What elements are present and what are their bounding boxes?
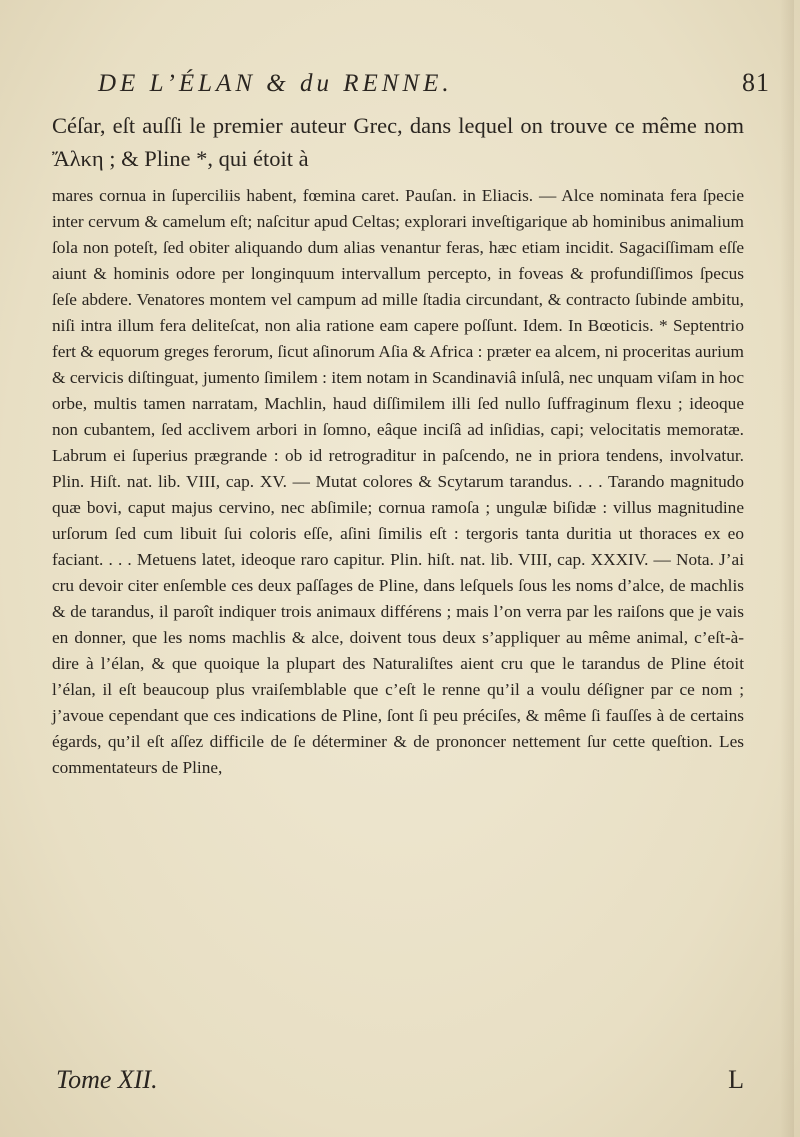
main-text: Céſar, eſt auſſi le premier auteur Grec, dans lequel on trouve ce même nom Ἄλκη ; & Pline *, qui étoit à xyxy=(52,113,744,171)
signature-mark: L xyxy=(728,1065,744,1094)
running-title: DE L’ÉLAN & du RENNE. xyxy=(98,70,453,97)
page-body xyxy=(52,110,744,781)
footnote-text: mares cornua in ſuperciliis habent, fœmina caret. Pauſan. in Eliacis. — Alce nominata fera ſpecie inter cervum & camelum eſt; naſcitur apud Celtas; explorari inveſtigarique ab hominibus animalium ſola non poteſt, ſed obiter aliquando dum alias venantur feras, hæc etiam incidit. Sagaciſſimam eſſe aiunt & hominis odore per longinquum intervallum percepto, in foveas & profundiſſimos ſpecus ſeſe abdere. Venatores montem vel campum ad mille ſtadia circundant, & contracto ſubinde ambitu, niſi intra illum fera deliteſcat, non alia ratione eam capere poſſunt. Idem. In Bœoticis. * Septentrio fert & equorum greges ferorum, ſicut aſinorum Aſia & Africa : præter ea alcem, ni proceritas aurium & cervicis diſtinguat, jumento ſimilem : item notam in Scandinaviâ inſulâ, nec unquam viſam in hoc orbe, multis tamen narratam, Machlin, haud diſſimilem illi ſed nullo ſuffraginum flexu ; ideoque non cubantem, ſed acclivem arbori in ſomno, eâque inciſâ ad inſidias, capi; velocitatis memoratæ. Labrum ei ſuperius prægrande : ob id retrograditur in paſcendo, ne in priora tendens, involvatur. Plin. Hiſt. nat. lib. VIII, cap. XV. — Mutat colores & Scytarum tarandus. . . . Tarando magnitudo quæ bovi, caput majus cervino, nec abſimile; cornua ramoſa ; ungulæ biſidæ : villus magnitudine urſorum ſed cum libuit ſui coloris eſſe, aſini ſimilis eſt : tergoris tanta duritia ut thoraces ex eo faciant. . . . Metuens latet, ideoque raro capitur. Plin. hiſt. nat. lib. VIII, cap. XXXIV. — Nota. J’ai cru devoir citer enſemble ces deux paſſages de Pline, dans leſquels ſous les noms d’alce, de machlis & de tarandus, il paroît indiquer trois animaux différens ; mais l’on verra par les raiſons que je vais en donner, que les noms machlis & alce, doivent tous deux s’appliquer au même animal, c’eſt-à-dire à l’élan, & que quoique la plupart des Naturaliſtes aient cru que le tarandus de Pline étoit l’élan, il eſt beaucoup plus vraiſemblable que c’eſt le renne qu’il a voulu déſigner par ce nom ; j’avoue cependant que ces indications de Pline, ſont ſi peu préciſes, & même ſi fauſſes à de certains égards, qu’il eſt aſſez difficile de ſe déterminer & de prononcer nettement ſur cette queſtion. Les commentateurs de Pline, xyxy=(52,186,744,777)
running-header xyxy=(98,68,778,104)
page-edge-shadow xyxy=(780,0,794,1137)
page-footer xyxy=(48,1065,748,1101)
page-number: 81 xyxy=(742,68,770,97)
volume-label: Tome XII. xyxy=(56,1065,158,1094)
